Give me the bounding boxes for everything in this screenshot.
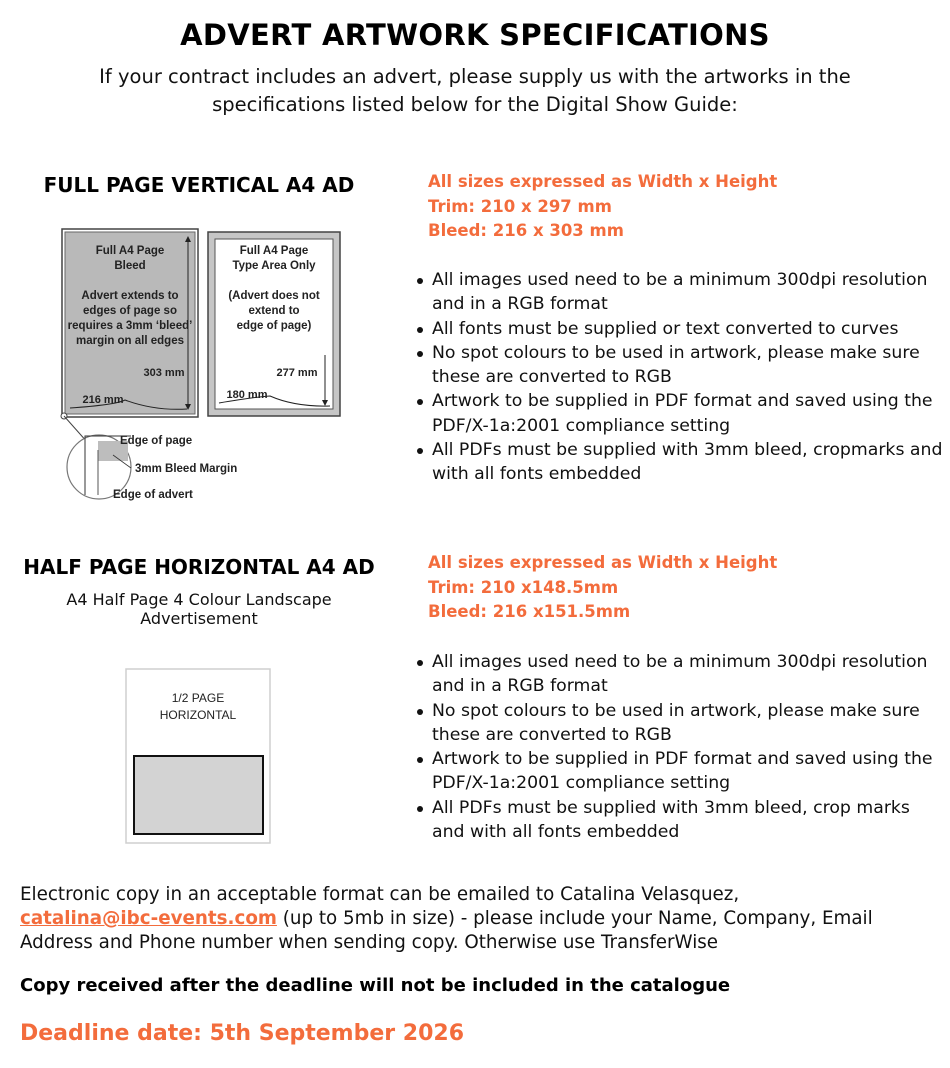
sizes-note: All sizes expressed as Width x Height [428,172,778,191]
list-item: All PDFs must be supplied with 3mm bleed, crop marks and with all fonts embedded [415,796,945,845]
list-item: All images used need to be a minimum 300dpi resolution and in a RGB format [415,650,945,699]
list-item: No spot colours to be used in artwork, please make sure these are converted to RGB [415,341,945,390]
type-title-2: Type Area Only [232,260,316,272]
edge-of-advert-label: Edge of advert [113,489,193,501]
bleed-width-label: 216 mm [82,394,124,406]
half-page-subheading: A4 Half Page 4 Colour Landscape Advertisement [66,590,332,628]
list-item: Artwork to be supplied in PDF format and saved using the PDF/X-1a:2001 compliance setting [415,389,945,438]
full-page-diagram [55,225,355,510]
half-page-specs [428,551,777,625]
page-title: ADVERT ARTWORK SPECIFICATIONS [180,18,770,52]
list-item: All images used need to be a minimum 300dpi resolution and in a RGB format [415,268,945,317]
bleed-size: Bleed: 216 x 303 mm [428,221,624,240]
trim-size: Trim: 210 x 297 mm [428,196,612,216]
type-width-label: 180 mm [226,389,268,401]
type-desc-3: edge of page) [236,320,312,332]
trim-size: Trim: 210 x148.5mm [428,577,619,597]
instructions-intro: Electronic copy in an acceptable format can be emailed to Catalina Velasquez, [20,884,740,905]
edge-of-page-label: Edge of page [120,435,193,447]
half-page-ad-area [134,756,263,834]
bleed-height-label: 303 mm [143,367,185,379]
half-page-diagram [125,668,273,846]
half-label-2: HORIZONTAL [159,708,237,722]
type-desc-1: (Advert does not [228,290,320,302]
bleed-margin-label: 3mm Bleed Margin [135,463,238,475]
type-title-1: Full A4 Page [239,245,309,257]
full-page-requirements [415,268,945,487]
half-page-heading: HALF PAGE HORIZONTAL A4 AD [23,555,375,579]
deadline-date: Deadline date: 5th September 2026 [20,1021,465,1046]
full-page-specs [428,170,777,244]
bleed-desc-3: requires a 3mm ‘bleed’ [67,320,193,332]
sizes-note: All sizes expressed as Width x Height [428,553,778,572]
bleed-desc-4: margin on all edges [76,335,184,347]
deadline-notice: Copy received after the deadline will not be included in the catalogue [20,975,731,996]
half-page-requirements [415,650,945,844]
bleed-size: Bleed: 216 x151.5mm [428,602,631,621]
full-page-heading: FULL PAGE VERTICAL A4 AD [43,173,355,197]
half-label-1: 1/2 PAGE [171,691,225,705]
intro-text: If your contract includes an advert, please supply us with the artworks in the specifications listed below for the Digital Show Guide: [99,65,851,116]
list-item: All PDFs must be supplied with 3mm bleed, cropmarks and with all fonts embedded [415,438,945,487]
bleed-title-1: Full A4 Page [95,245,165,257]
bleed-title-2: Bleed [114,260,146,272]
list-item: All fonts must be supplied or text converted to curves [415,317,945,341]
list-item: Artwork to be supplied in PDF format and saved using the PDF/X-1a:2001 compliance setting [415,747,945,796]
instructions-rest: (up to 5mb in size) - please include your Name, Company, Email Address and Phone number when sending copy. Otherwise use TransferWise [20,908,873,953]
bleed-desc-2: edges of page so [83,305,177,317]
type-desc-2: extend to [248,305,300,317]
submission-instructions [20,883,930,955]
email-link[interactable]: catalina@ibc-events.com [20,908,277,929]
type-height-label: 277 mm [276,367,318,379]
list-item: No spot colours to be used in artwork, please make sure these are converted to RGB [415,699,945,748]
bleed-desc-1: Advert extends to [81,290,179,302]
